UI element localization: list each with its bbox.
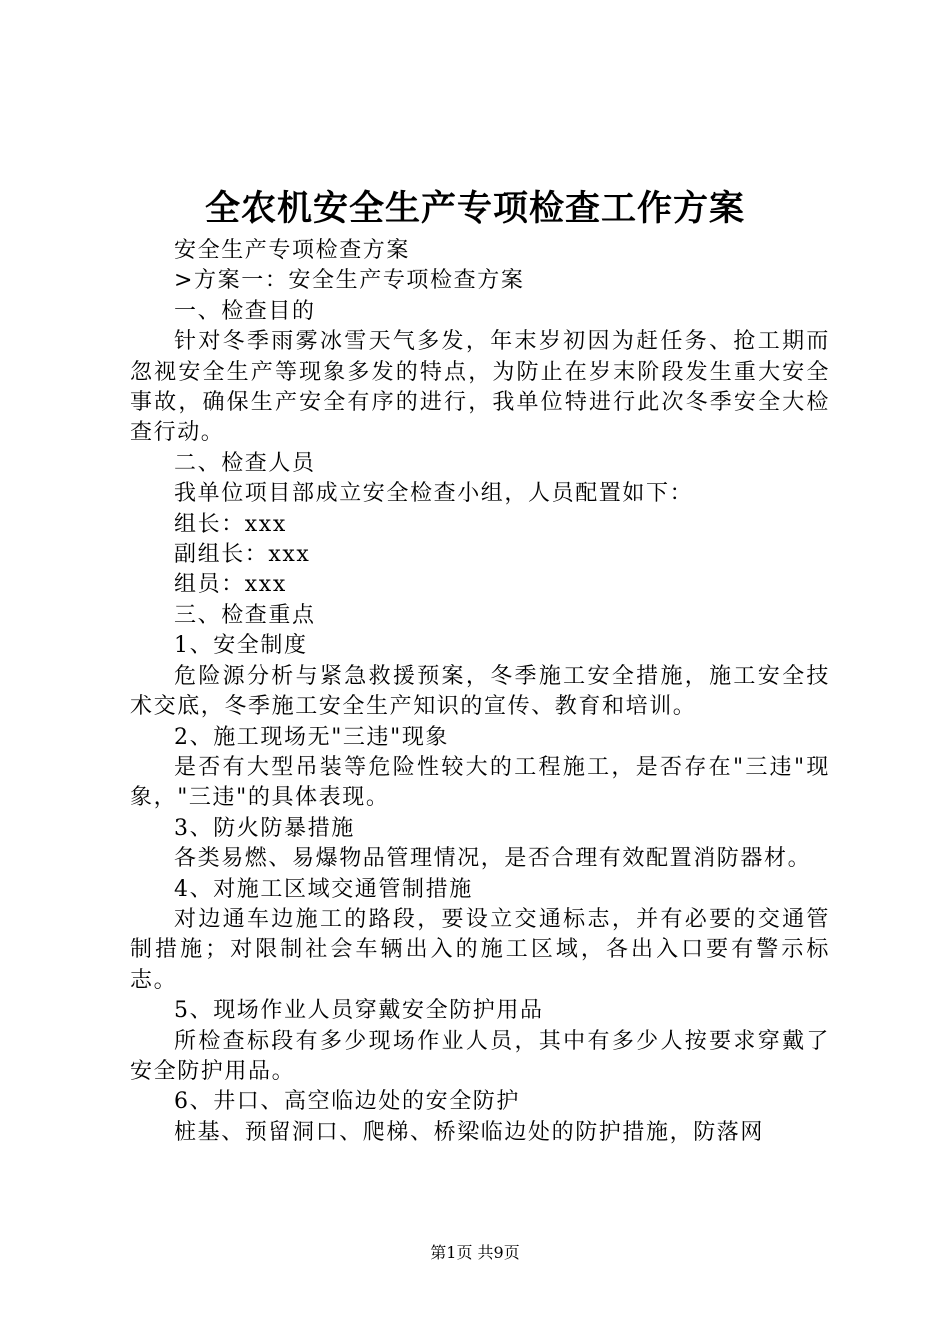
paragraph: 我单位项目部成立安全检查小组，人员配置如下：: [174, 481, 694, 507]
subsection-heading: 3、防火防暴措施: [174, 815, 355, 841]
subsection-heading: 6、井口、高空临边处的安全防护: [174, 1089, 520, 1115]
section-heading: 二、检查人员: [174, 450, 316, 476]
paragraph: 针对冬季雨雾冰雪天气多发，年末岁初因为赶任务、抢工期而忽视安全生产等现象多发的特点，为防止在岁末阶段发生重大安全事故，确保生产安全有序的进行，我单位特进行此次冬季安全大检查行动。: [130, 329, 830, 446]
paragraph: 对边通车边施工的路段，要设立交通标志，并有必要的交通管制措施；对限制社会车辆出入的施工区域，各出入口要有警示标志。: [130, 906, 830, 993]
section-heading: 一、检查目的: [174, 298, 316, 324]
page-footer: 第1页 共9页: [430, 1243, 520, 1262]
subsection-heading: 4、对施工区域交通管制措施: [174, 876, 473, 902]
subsection-heading: 2、施工现场无"三违"现象: [174, 724, 450, 750]
paragraph: 各类易燃、易爆物品管理情况，是否合理有效配置消防器材。: [174, 846, 812, 872]
paragraph: 组员：xxx: [174, 572, 287, 598]
document-body: [130, 236, 830, 1148]
paragraph: >方案一：安全生产专项检查方案: [174, 268, 525, 294]
subsection-heading: 5、现场作业人员穿戴安全防护用品: [174, 998, 544, 1024]
paragraph: 危险源分析与紧急救援预案，冬季施工安全措施，施工安全技术交底，冬季施工安全生产知识的宣传、教育和培训。: [130, 663, 830, 720]
paragraph: 桩基、预留洞口、爬梯、桥梁临边处的防护措施，防落网: [174, 1119, 765, 1145]
paragraph: 是否有大型吊装等危险性较大的工程施工，是否存在"三违"现象，"三违"的具体表现。: [130, 754, 830, 811]
subsection-heading: 1、安全制度: [174, 633, 308, 659]
paragraph: 所检查标段有多少现场作业人员，其中有多少人按要求穿戴了安全防护用品。: [130, 1028, 830, 1084]
document-title: 全农机安全生产专项检查工作方案: [204, 188, 745, 229]
paragraph: 副组长：xxx: [174, 542, 311, 568]
paragraph: 安全生产专项检查方案: [174, 238, 411, 263]
section-heading: 三、检查重点: [174, 602, 316, 628]
paragraph: 组长：xxx: [174, 511, 287, 537]
